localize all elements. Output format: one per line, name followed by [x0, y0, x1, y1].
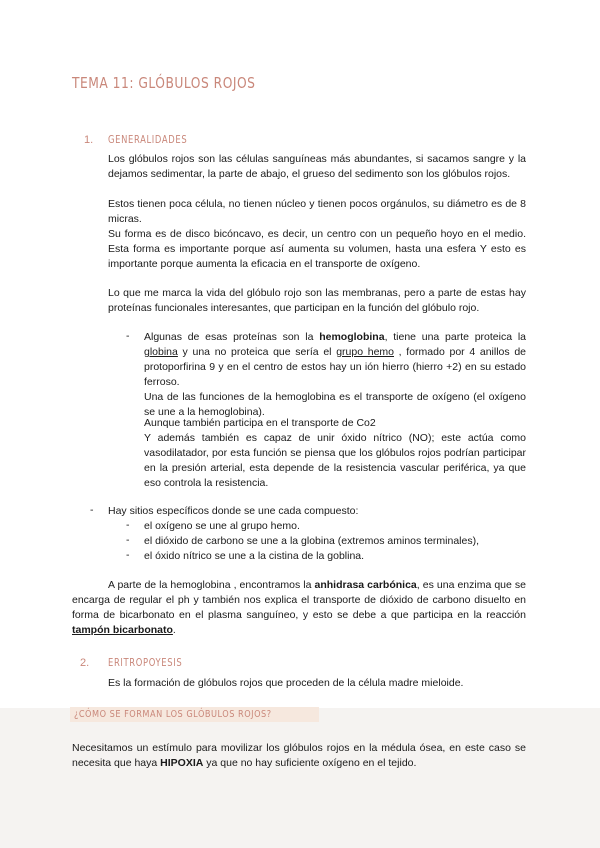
bullet-dash: -	[126, 330, 130, 342]
section-2-para-1: Es la formación de glóbulos rojos que proceden de la célula madre mieloide.	[108, 677, 464, 689]
section-1-number: 1.	[84, 134, 94, 146]
bullet-2-text: Hay sitios específicos donde se une cada compuesto:	[108, 505, 359, 517]
page-title: TEMA 11: GLÓBULOS ROJOS	[72, 74, 256, 92]
bullet-1-text: Algunas de esas proteínas son la hemoglobina, tiene una parte proteica la globina y una no proteica que sería el grupo hemo , formado por 4 anillos de protoporfirina 9 y en el centro de estos hay un ión hierro (hierro +2) en su estado ferroso.	[144, 331, 526, 388]
question-heading: ¿CÓMO SE FORMAN LOS GLÓBULOS ROJOS?	[70, 707, 319, 722]
bullet-2-item-3: el óxido nítrico se une a la cistina de la goblina.	[144, 550, 365, 562]
sub-bullet-dash: -	[126, 549, 130, 561]
section-2-title: ERITROPOYESIS	[108, 657, 183, 669]
footer-band	[0, 708, 600, 848]
bullet-1-sub-1: Una de las funciones de la hemoglobina es el transporte de oxígeno (el oxígeno se une a la hemoglobina).	[144, 391, 526, 418]
bullet-dash: -	[90, 504, 94, 516]
section-1-para-3: Su forma es de disco bicóncavo, es decir, un centro con un pequeño hoyo en el medio. Esta forma es importante porque así aumenta su volumen, hasta una esfera Y esto es importante porque aumenta la eficacia en el transporte de oxígeno.	[108, 228, 526, 270]
bullet-1-sub-2: Aunque también participa en el transporte de Co2	[144, 417, 376, 429]
section-1-para-4: Lo que me marca la vida del glóbulo rojo son las membranas, pero a parte de estas hay proteínas funcionales interesantes, que participan en la función del glóbulo rojo.	[108, 287, 526, 314]
section-1-title: GENERALIDADES	[108, 134, 188, 146]
sub-bullet-dash: -	[126, 519, 130, 531]
section-1-para-5: A parte de la hemoglobina , encontramos la anhidrasa carbónica, es una enzima que se encarga de regular el ph y también nos explica el transporte de dióxido de carbono disuelto en forma de bicarbonato en el plasma sanguíneo, y esto se debe a que participa en la reacción tampón bicarbonato.	[72, 579, 527, 636]
section-1-para-2: Estos tienen poca célula, no tienen núcleo y tienen pocos orgánulos, su diámetro es de 8 micras.	[108, 198, 526, 225]
final-para: Necesitamos un estímulo para movilizar los glóbulos rojos en la médula ósea, en este caso se necesita que haya HIPOXIA ya que no hay suficiente oxígeno en el tejido.	[72, 742, 526, 769]
sub-bullet-dash: -	[126, 534, 130, 546]
bullet-2-item-2: el dióxido de carbono se une a la globina (extremos aminos terminales),	[144, 535, 480, 547]
section-2-number: 2.	[80, 657, 90, 669]
bullet-1-sub-3: Y además también es capaz de unir óxido nítrico (NO); este actúa como vasodilatador, por esta función se piensa que los glóbulos rojos podrían participar en la presión arterial, esta depende de la resistencia vascular periférica, ya que eso controla la resistencia.	[144, 432, 526, 489]
bullet-2-item-1: el oxígeno se une al grupo hemo.	[144, 520, 300, 532]
section-1-para-1: Los glóbulos rojos son las células sanguíneas más abundantes, si sacamos sangre y la dejamos sedimentar, la parte de abajo, el grueso del sedimento son los glóbulos rojos.	[108, 153, 526, 180]
